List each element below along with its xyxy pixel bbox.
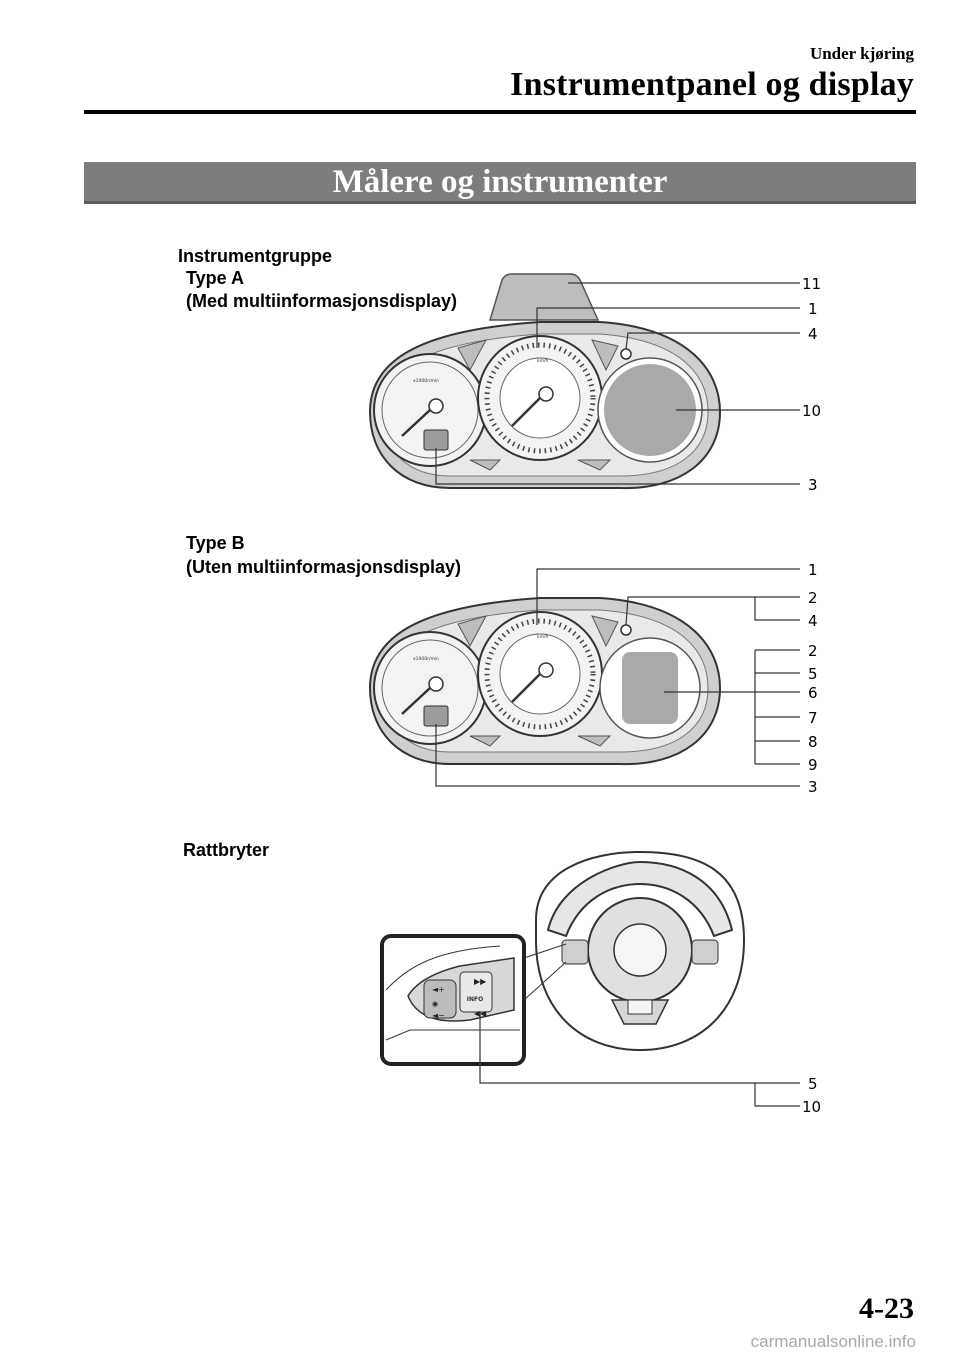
tach-unit-b: x1000r/min	[413, 657, 439, 662]
tach-unit-a: x1000r/min	[413, 379, 439, 384]
callout-a-1: 11	[802, 275, 822, 293]
prev-track-icon: ◀◀	[474, 1009, 487, 1018]
label-rattbryter: Rattbryter	[183, 840, 270, 860]
switch-zoom-inset	[382, 936, 524, 1064]
speed-unit-b: km/h	[537, 635, 549, 640]
voice-icon: ◉	[432, 1000, 439, 1008]
callout-a-4: 10	[802, 402, 822, 420]
header-chapter: Instrumentpanel og display	[510, 66, 914, 103]
callout-s-2: 10	[802, 1098, 822, 1116]
page-number: 4-23	[859, 1292, 914, 1325]
cluster-type-a	[370, 274, 720, 488]
callout-b-2: 2	[808, 589, 818, 607]
callout-b-4: 2	[808, 642, 818, 660]
callout-b-7: 7	[808, 709, 818, 727]
callout-b-9: 9	[808, 756, 818, 774]
watermark: carmanualsonline.info	[750, 1332, 916, 1351]
speed-unit-a: km/h	[537, 359, 549, 364]
security-indicator-a	[621, 349, 631, 359]
info-switch-label: INFO	[466, 996, 484, 1003]
section-title: Målere og instrumenter	[332, 164, 668, 200]
label-type-a: Type A	[186, 268, 245, 288]
callout-b-8: 8	[808, 733, 818, 751]
callout-b-1: 1	[808, 561, 818, 579]
cluster-type-b	[370, 598, 720, 764]
callout-numbers	[802, 275, 821, 1116]
label-type-a-note: (Med multiinformasjonsdisplay)	[186, 291, 458, 311]
label-type-b: Type B	[186, 533, 245, 553]
header-section: Under kjøring	[809, 44, 914, 63]
steering-wheel	[536, 852, 744, 1050]
label-instrumentgruppe: Instrumentgruppe	[178, 246, 333, 266]
callout-a-2: 1	[808, 300, 818, 318]
volume-up-icon: ◄+	[432, 985, 445, 994]
leaders-steering	[480, 1012, 800, 1106]
security-indicator-b	[621, 625, 631, 635]
next-track-icon: ▶▶	[474, 977, 487, 986]
callout-a-5: 3	[808, 476, 818, 494]
callout-b-5: 5	[808, 665, 818, 683]
callout-b-6: 6	[808, 684, 818, 702]
label-type-b-note: (Uten multiinformasjonsdisplay)	[186, 557, 462, 577]
volume-down-icon: ◄−	[432, 1011, 445, 1020]
dashboard-display	[622, 652, 678, 724]
callout-a-3: 4	[808, 325, 818, 343]
callout-s-1: 5	[808, 1075, 818, 1093]
callout-b-3: 4	[808, 612, 818, 630]
active-driving-display	[490, 274, 598, 320]
callout-b-10: 3	[808, 778, 818, 796]
